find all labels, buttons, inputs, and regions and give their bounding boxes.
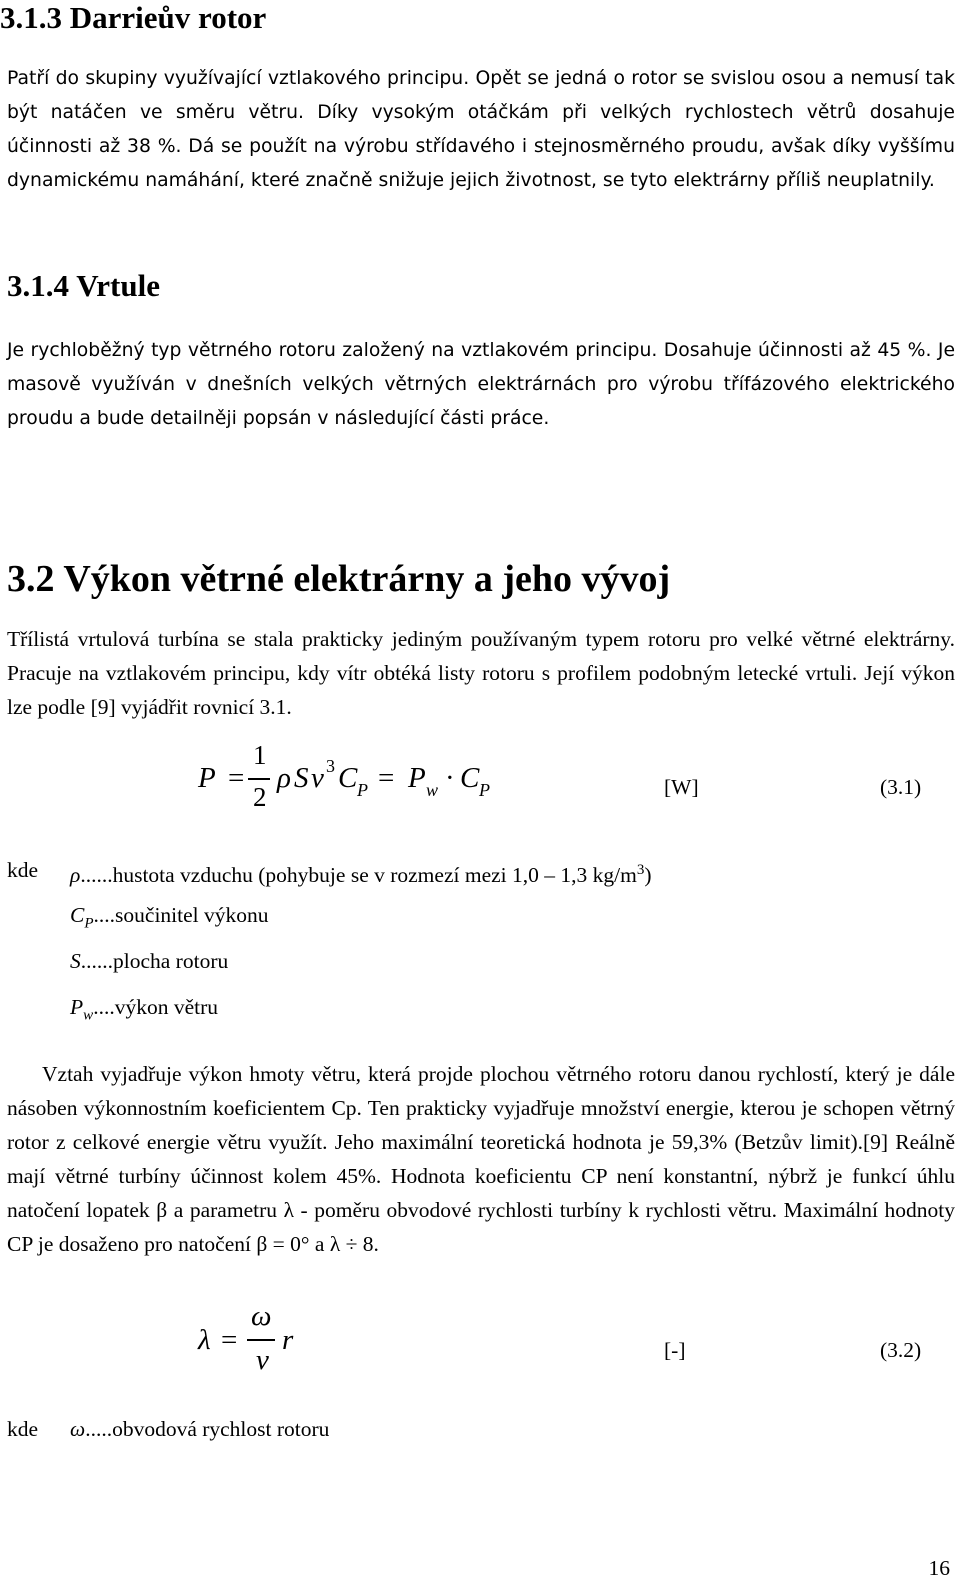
def-cp-desc: součinitel výkonu <box>115 903 269 927</box>
eq2-denominator: v <box>256 1344 269 1376</box>
eq1-c2: C <box>460 762 480 794</box>
eq1-dot: · <box>445 762 455 794</box>
paragraph-power-coefficient: Vztah vyjadřuje výkon hmoty větru, která projde plochou větrného rotoru danou rychlostí, který je dále násoben výkonnostním koeficientem Cp. Ten prakticky vyjadřuje množství energie, kterou je schopen větrný rotor z celkové energie větru využít. Jeho maximální teoretická hodnota je 59,3% (Betzův limit).[9] Reálně mají větrné turbíny účinnost kolem 45%. Hodnota koeficientu CP není konstantní, nýbrž je funkcí úhlu natočení lopatek β a parametru λ - poměru obvodové rychlosti turbíny k rychlosti větru. Maximální hodnoty CP je dosaženo pro natočení β = 0° a λ ÷ 8. <box>7 1062 955 1256</box>
eq2-unit: [-] <box>664 1338 686 1362</box>
def-row-rho <box>70 856 652 889</box>
eq1-p-sub: w <box>426 780 439 800</box>
definitions-3-2 <box>7 1415 947 1455</box>
eq1-number: (3.1) <box>880 775 922 799</box>
def-rho-tail: ) <box>644 863 652 888</box>
def-pw-symbol: P <box>70 995 84 1019</box>
def-pw-sub: w <box>83 1007 94 1024</box>
heading-313: 3.1.3 Darrieův rotor <box>0 0 267 35</box>
def-rho-sup: 3 <box>636 862 645 878</box>
def-rho-desc: hustota vzduchu (pohybuje se v rozmezí mezi 1,0 – 1,3 kg/m <box>112 863 637 888</box>
def-s-desc: plocha rotoru <box>113 949 229 973</box>
def-omega-symbol: ω <box>70 1417 86 1441</box>
def-pw-dots: .... <box>93 995 115 1019</box>
page-number: 16 <box>928 1556 950 1580</box>
eq2-lhs: λ <box>198 1324 211 1356</box>
eq1-equals: = <box>228 762 245 794</box>
eq1-v: v <box>311 762 324 794</box>
eq1-equals-2: = <box>378 762 395 794</box>
definitions-3-1 <box>7 856 947 1026</box>
defs2-kde: kde <box>7 1417 39 1441</box>
def-row-cp <box>70 901 269 937</box>
eq1-unit: [W] <box>664 775 699 799</box>
def-s-dots: ...... <box>80 949 113 973</box>
def-row-pw <box>70 993 218 1029</box>
eq1-c: C <box>338 762 358 794</box>
def-cp-dots: .... <box>93 903 116 927</box>
def-rho-symbol: ρ <box>70 863 81 888</box>
def-omega-desc: obvodová rychlost rotoru <box>112 1417 330 1441</box>
def-pw-desc: výkon větru <box>114 995 218 1019</box>
def-rho-dots: ...... <box>80 863 113 888</box>
def-s-symbol: S <box>70 949 81 973</box>
paragraph-darrieus: Patří do skupiny využívající vztlakového principu. Opět se jedná o rotor se svislou osou a nemusí tak být natáčen ve směru větru. Díky vysokým otáčkám při velkých rychlostech větrů dosahuje účinnosti až 38 %. Dá se použít na výrobu střídavého i stejnosměrného proudu, avšak díky vyššímu dynamickému namáhání, které značně snižuje jejich životnost, se tyto elektrárny příliš neuplatnily. <box>7 68 955 191</box>
eq1-exp: 3 <box>326 756 335 776</box>
eq1-fraction-bar <box>248 778 270 780</box>
eq1-denominator: 2 <box>253 782 267 812</box>
eq2-equals: = <box>221 1324 238 1356</box>
heading-314: 3.1.4 Vrtule <box>7 268 160 303</box>
paragraph-turbine-intro: Třílistá vrtulová turbína se stala prakticky jediným používaným typem rotoru pro velké větrné elektrárny. Pracuje na vztlakovém principu, kdy vítr obtéká listy rotoru s profilem podobným letecké vrtuli. Její výkon lze podle [9] vyjádřit rovnicí 3.1. <box>7 627 955 719</box>
eq1-s: S <box>294 762 309 794</box>
def-row-s <box>70 947 228 975</box>
paragraph-vrtule: Je rychloběžný typ větrného rotoru založený na vztlakovém principu. Dosahuje účinnosti až 45 %. Je masově využíván v dnešních velkých větrných elektrárnách pro výrobu třífázového elektrického proudu a bude detailněji popsán v následující části práce. <box>7 340 955 429</box>
def-row-omega <box>70 1415 329 1443</box>
eq2-fraction-bar <box>247 1339 275 1341</box>
eq2-r: r <box>282 1324 294 1356</box>
eq2-number: (3.2) <box>880 1338 922 1362</box>
eq2-numerator: ω <box>251 1300 272 1332</box>
eq1-lhs: P <box>198 762 216 794</box>
eq1-rho: ρ <box>277 762 291 794</box>
def-omega-dots: ..... <box>85 1417 113 1441</box>
equation-3-1 <box>0 740 960 830</box>
defs1-kde: kde <box>7 858 39 882</box>
def-cp-symbol: C <box>70 903 85 927</box>
eq1-numerator: 1 <box>253 740 267 770</box>
eq1-p: P <box>408 762 426 794</box>
def-cp-sub: P <box>84 915 94 932</box>
eq1-c2-sub: P <box>479 780 490 800</box>
eq1-c-sub: P <box>357 780 368 800</box>
heading-32: 3.2 Výkon větrné elektrárny a jeho vývoj <box>7 558 671 600</box>
equation-3-2 <box>0 1300 960 1390</box>
